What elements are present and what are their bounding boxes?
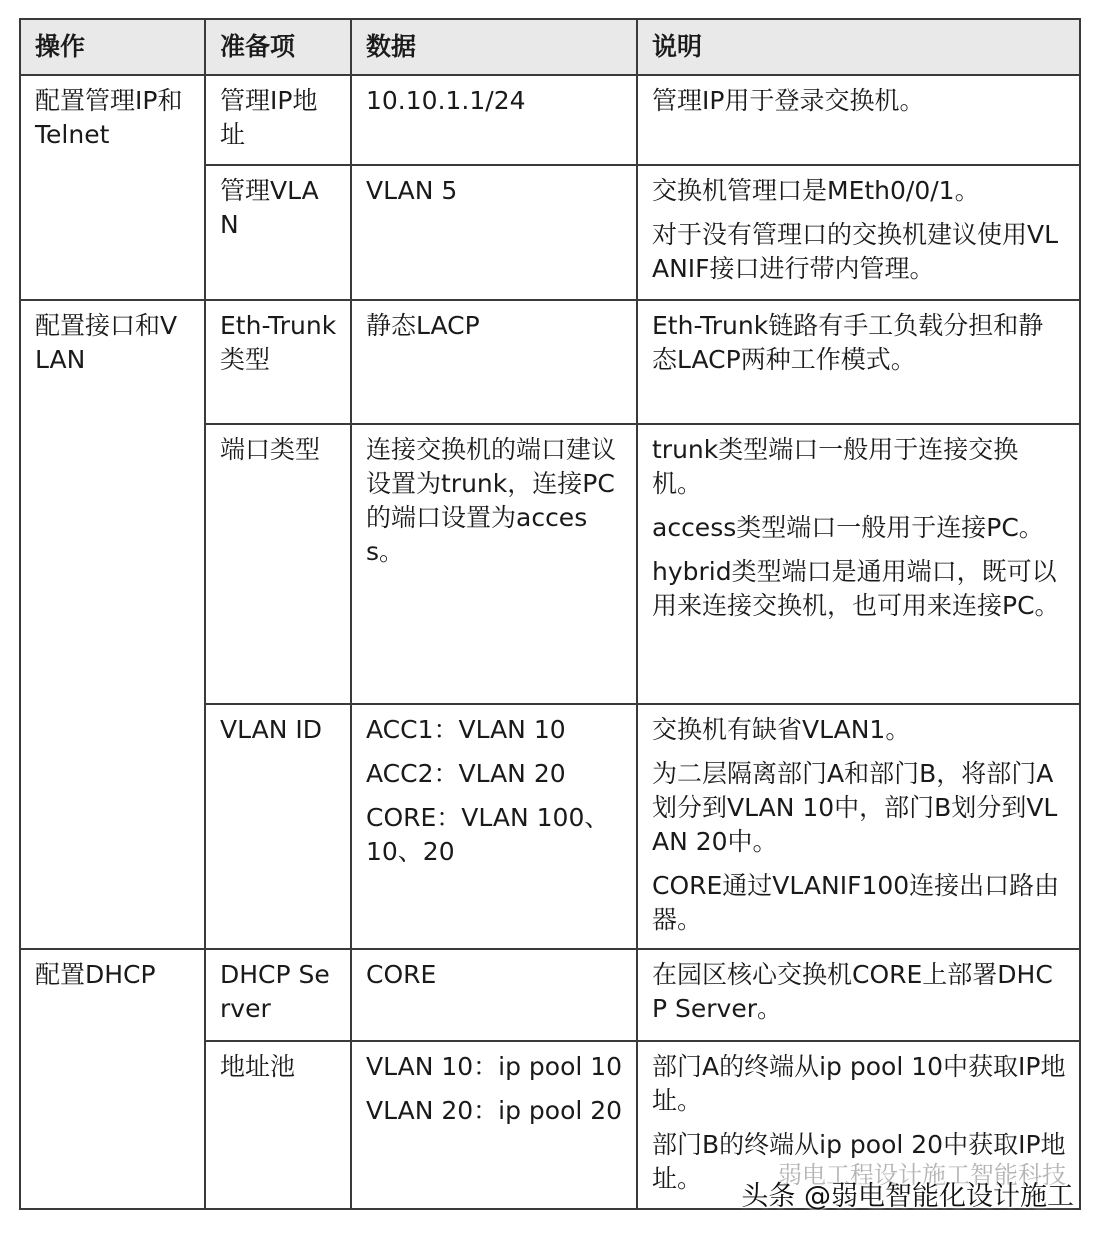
desc-line: trunk类型端口一般用于连接交换机。 (652, 435, 1019, 498)
desc-line: 对于没有管理口的交换机建议使用VLANIF接口进行带内管理。 (652, 220, 1059, 283)
desc-line: 交换机管理口是MEth0/0/1。 (652, 176, 980, 205)
config-table (19, 18, 1081, 1210)
desc-cell (637, 704, 1080, 949)
table-row (20, 75, 1080, 165)
item-cell: VLAN ID (205, 704, 351, 949)
data-cell (351, 949, 637, 1041)
operation-cell: 配置接口和VLAN (20, 300, 205, 949)
header-operation: 操作 (20, 19, 205, 75)
data-cell (351, 424, 637, 704)
table-row (20, 300, 1080, 424)
desc-line: 为二层隔离部门A和部门B，将部门A划分到VLAN 10中，部门B划分到VLAN 20中。 (652, 759, 1058, 856)
data-cell (351, 165, 637, 300)
data-line: 静态LACP (366, 311, 480, 340)
data-line: 连接交换机的端口建议设置为trunk，连接PC的端口设置为access。 (366, 435, 617, 566)
watermark: 头条 @弱电智能化设计施工 (741, 1181, 1074, 1212)
header-row (20, 19, 1080, 75)
item-cell: 地址池 (205, 1041, 351, 1209)
desc-line: 在园区核心交换机CORE上部署DHCP Server。 (652, 960, 1053, 1023)
data-line: ACC2：VLAN 20 (366, 759, 566, 788)
table-header (20, 19, 1080, 75)
data-cell (351, 300, 637, 424)
desc-line: hybrid类型端口是通用端口，既可以用来连接交换机，也可用来连接PC。 (652, 557, 1060, 620)
desc-line: 部门B的终端从ip pool 20中获取IP地址。 (652, 1130, 1066, 1193)
item-cell: DHCP Server (205, 949, 351, 1041)
item-cell: 管理VLAN (205, 165, 351, 300)
desc-cell (637, 949, 1080, 1041)
header-description: 说明 (637, 19, 1080, 75)
desc-line: 交换机有缺省VLAN1。 (652, 715, 911, 744)
desc-line: Eth-Trunk链路有手工负载分担和静态LACP两种工作模式。 (652, 311, 1044, 374)
data-line: VLAN 5 (366, 176, 458, 205)
table-body (20, 75, 1080, 1209)
desc-cell (637, 165, 1080, 300)
item-cell: 端口类型 (205, 424, 351, 704)
header-data: 数据 (351, 19, 637, 75)
item-cell: 管理IP地址 (205, 75, 351, 165)
data-cell (351, 75, 637, 165)
data-line: VLAN 20：ip pool 20 (366, 1096, 623, 1125)
desc-line: 部门A的终端从ip pool 10中获取IP地址。 (652, 1052, 1066, 1115)
desc-line: CORE通过VLANIF100连接出口路由器。 (652, 871, 1060, 934)
data-line: VLAN 10：ip pool 10 (366, 1052, 623, 1081)
desc-line: 管理IP用于登录交换机。 (652, 86, 925, 115)
data-line: ACC1：VLAN 10 (366, 715, 566, 744)
header-prep-item: 准备项 (205, 19, 351, 75)
desc-cell (637, 424, 1080, 704)
data-cell (351, 1041, 637, 1209)
table-row (20, 949, 1080, 1041)
data-line: CORE (366, 960, 437, 989)
data-line: 10.10.1.1/24 (366, 86, 526, 115)
operation-cell: 配置DHCP (20, 949, 205, 1209)
desc-cell (637, 75, 1080, 165)
desc-cell (637, 300, 1080, 424)
data-cell (351, 704, 637, 949)
desc-line: access类型端口一般用于连接PC。 (652, 513, 1044, 542)
data-line: CORE：VLAN 100、10、20 (366, 803, 610, 866)
item-cell: Eth-Trunk 类型 (205, 300, 351, 424)
faint-watermark: 弱电工程设计施工智能科技 (778, 1161, 1066, 1189)
operation-cell: 配置管理IP和Telnet (20, 75, 205, 300)
